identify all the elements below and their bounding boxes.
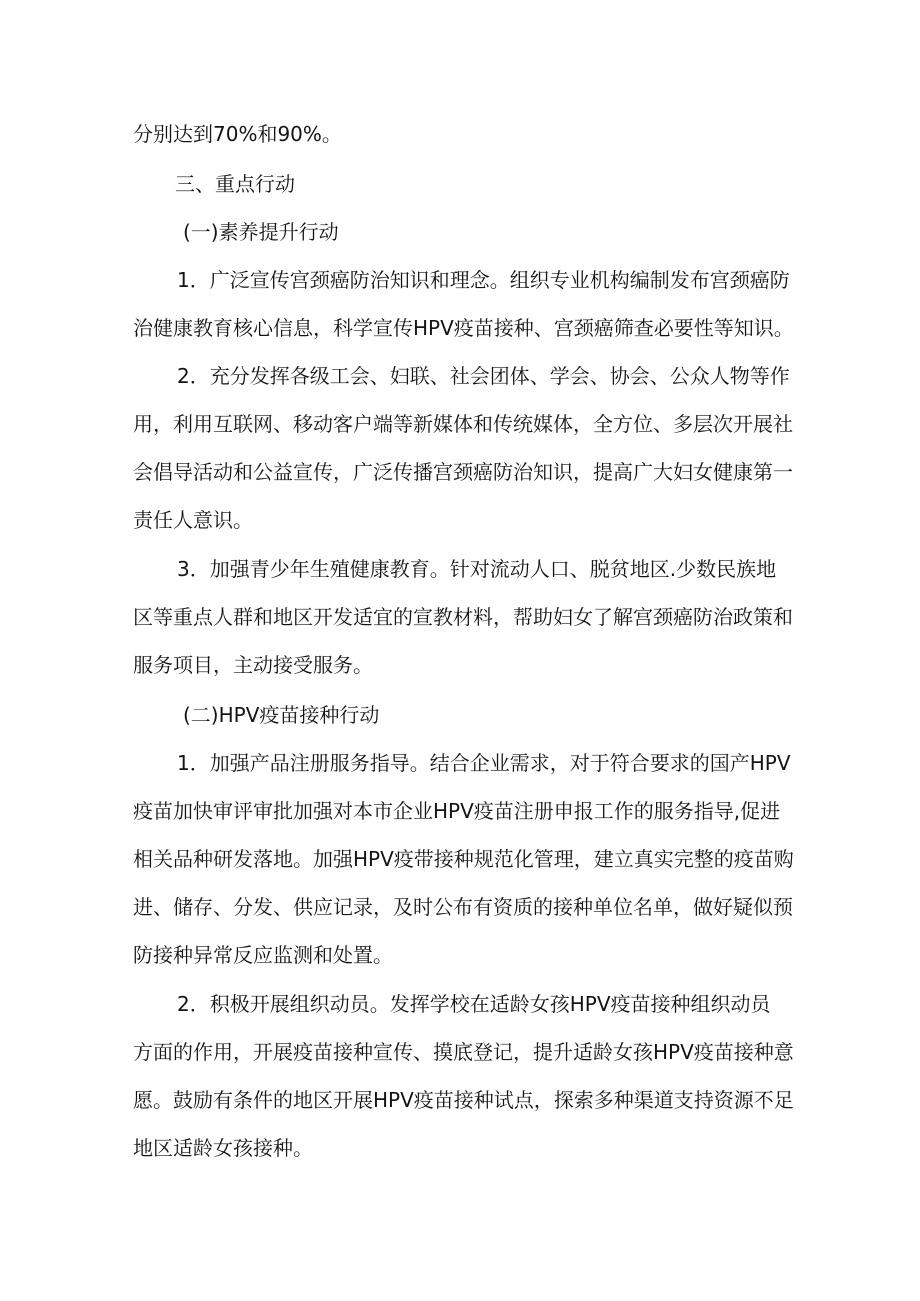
paragraph-line: 防接种异常反应监测和处置。 <box>133 943 393 967</box>
paragraph-line: 区等重点人群和地区开发适宜的宣教材料，帮助妇女了解宫颈癌防治政策和 <box>133 605 793 629</box>
paragraph-line: 会倡导活动和公益宣传，广泛传播宫颈癌防治知识，提高广大妇女健康第一 <box>133 460 793 484</box>
paragraph-line: 地区适龄女孩接种。 <box>133 1136 313 1160</box>
paragraph-first-line: 2．积极开展组织动员。发挥学校在适龄女孩HPV疫苗接种组织动员 <box>177 992 771 1016</box>
paragraph-first-line: 1．广泛宣传宫颈癌防治知识和理念。组织专业机构编制发布宫颈癌防 <box>177 268 790 292</box>
subsection-heading: (一)素养提升行动 <box>183 220 339 244</box>
paragraph-line: 责任人意识。 <box>133 508 253 532</box>
body-line-cont: 分别达到70%和90%。 <box>133 122 342 146</box>
paragraph-line: 治健康教育核心信息，科学宣传HPV疫苗接种、宫颈癌筛查必要性等知识。 <box>133 316 794 340</box>
section-heading: 三、重点行动 <box>175 172 295 196</box>
paragraph-line: 用，利用互联网、移动客户端等新媒体和传统媒体，全方位、多层次开展社 <box>133 412 793 436</box>
paragraph-line: 疫苗加快审评审批加强对本市企业HPV疫苗注册申报工作的服务指导,促进 <box>133 799 781 823</box>
paragraph-line: 方面的作用，开展疫苗接种宣传、摸底登记，提升适龄女孩HPV疫苗接种意 <box>133 1040 794 1064</box>
subsection-heading: (二)HPV疫苗接种行动 <box>183 703 380 727</box>
paragraph-first-line: 1．加强产品注册服务指导。结合企业需求，对于符合要求的国产HPV <box>177 751 791 775</box>
paragraph-first-line: 2．充分发挥各级工会、妇联、社会团体、学会、协会、公众人物等作 <box>177 364 790 388</box>
paragraph-first-line: 3．加强青少年生殖健康教育。针对流动人口、脱贫地区.少数民族地 <box>177 557 777 581</box>
paragraph-line: 进、储存、分发、供应记录，及时公布有资质的接种单位名单，做好疑似预 <box>133 895 793 919</box>
paragraph-line: 愿。鼓励有条件的地区开展HPV疫苗接种试点，探索多种渠道支持资源不足 <box>133 1088 794 1112</box>
paragraph-line: 相关品种研发落地。加强HPV疫带接种规范化管理，建立真实完整的疫苗购 <box>133 847 794 871</box>
paragraph-line: 服务项目，主动接受服务。 <box>133 653 373 677</box>
